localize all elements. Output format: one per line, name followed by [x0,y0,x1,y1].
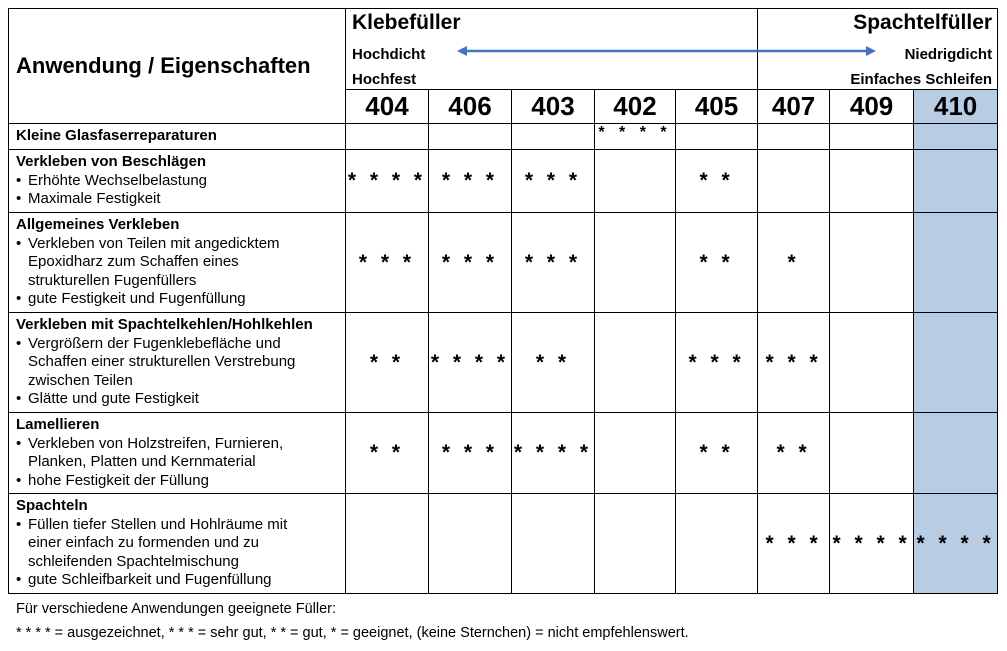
rating-403 [512,124,595,150]
adhesive-filler-strength: Hochfest [352,71,417,88]
rating-410 [914,413,998,494]
rating-407: * * * [758,313,830,413]
rating-409 [830,413,914,494]
rating-405 [676,494,758,594]
application-title: Allgemeines Verkleben [16,216,180,233]
rating-409 [830,124,914,150]
bullet-dot: • [16,390,22,407]
property-bullet [16,571,339,590]
bullet-line: strukturellen Fugenfüllers [28,271,197,289]
bullet-line: zwischen Teilen [28,371,133,389]
rating-405: * * [676,213,758,313]
bullet-line: Schaffen einer strukturellen Verstrebung [28,353,296,370]
rating-402 [595,313,676,413]
bullet-line: Füllen tiefer Stellen und Hohlräume mit [28,515,288,533]
application-row [9,413,998,494]
rating-406 [429,494,512,594]
rating-404: * * * [346,213,429,313]
bullet-line: Planken, Platten und Kernmaterial [28,453,256,470]
rating-406 [429,124,512,150]
property-bullet [16,190,339,209]
rating-407: * * * [758,494,830,594]
rating-405: * * [676,150,758,213]
bullet-line: Vergrößern der Fugenklebefläche und [28,334,281,352]
rating-403: * * * [512,213,595,313]
bullet-dot: • [16,190,22,207]
product-406: 406 [429,90,512,124]
product-402: 402 [595,90,676,124]
product-404: 404 [346,90,429,124]
application-cell [9,313,346,413]
property-bullet [16,516,339,572]
bullet-line: Maximale Festigkeit [28,190,161,207]
bullet-line: hohe Festigkeit der Füllung [28,471,209,489]
application-row [9,494,998,594]
product-403: 403 [512,90,595,124]
rating-404: * * [346,413,429,494]
rating-405 [676,124,758,150]
rating-403: * * * [512,150,595,213]
bullet-line: Verkleben von Teilen mit angedicktem [28,234,280,252]
rating-409: * * * * [830,494,914,594]
application-title: Verkleben von Beschlägen [16,153,207,170]
rating-407: * * [758,413,830,494]
application-cell [9,213,346,313]
adhesive-filler-title: Klebefüller [352,11,461,34]
bullet-line: schleifenden Spachtelmischung [28,552,239,570]
bullet-dot: • [16,290,22,307]
rating-409 [830,313,914,413]
rating-404 [346,494,429,594]
bullet-dot: • [16,515,22,533]
rating-407 [758,150,830,213]
bullet-line: Erhöhte Wechselbelastung [28,171,208,189]
bullet-line: Glätte und gute Festigkeit [28,390,199,407]
property-bullet [16,335,339,391]
application-title: Lamellieren [16,416,100,433]
rating-403: * * [512,313,595,413]
application-cell [9,413,346,494]
rating-405: * * * [676,313,758,413]
bullet-dot: • [16,334,22,352]
rating-410 [914,213,998,313]
rating-402: * * * * [595,124,676,150]
application-cell [9,124,346,150]
bullet-line: Epoxidharz zum Schaffen eines [28,253,239,270]
product-405: 405 [676,90,758,124]
property-bullet [16,290,339,309]
property-bullet [16,235,339,291]
rating-406: * * * [429,150,512,213]
product-407: 407 [758,90,830,124]
rating-404: * * * * [346,150,429,213]
rating-410: * * * * [914,494,998,594]
property-bullet [16,435,339,472]
fairing-filler-title: Spachtelfüller [853,11,993,34]
bullet-dot: • [16,571,22,588]
fairing-filler-density: Niedrigdicht [904,46,993,63]
rating-406: * * * [429,413,512,494]
footnote-legend: * * * * = ausgezeichnet, * * * = sehr gut, * * = gut, * = geeignet, (keine Sternchen) = nicht empfehlenswert. [16,625,689,641]
bullet-dot: • [16,234,22,252]
rating-410 [914,150,998,213]
applications-header: Anwendung / Eigenschaften [9,9,346,124]
rating-403: * * * * [512,413,595,494]
rating-410 [914,124,998,150]
application-row [9,124,998,150]
rating-409 [830,150,914,213]
application-row [9,213,998,313]
bullet-dot: • [16,171,22,189]
rating-402 [595,413,676,494]
rating-409 [830,213,914,313]
property-bullet [16,472,339,491]
adhesive-filler-density: Hochdicht [352,46,426,63]
density-range-arrow [0,0,1007,100]
rating-407: * [758,213,830,313]
property-bullet [16,390,339,409]
rating-403 [512,494,595,594]
bullet-dot: • [16,434,22,452]
bullet-line: Verkleben von Holzstreifen, Furnieren, [28,434,284,452]
application-cell [9,494,346,594]
rating-402 [595,213,676,313]
application-title: Kleine Glasfaserreparaturen [16,127,217,144]
rating-407 [758,124,830,150]
rating-402 [595,150,676,213]
bullet-line: gute Schleifbarkeit und Fugenfüllung [28,571,272,588]
application-cell [9,150,346,213]
rating-404 [346,124,429,150]
bullet-line: gute Festigkeit und Fugenfüllung [28,290,246,307]
application-title: Verkleben mit Spachtelkehlen/Hohlkehlen [16,316,313,333]
bullet-dot: • [16,471,22,489]
rating-406: * * * * [429,313,512,413]
fairing-filler-sanding: Einfaches Schleifen [850,71,993,88]
rating-404: * * [346,313,429,413]
rating-405: * * [676,413,758,494]
footnote-title: Für verschiedene Anwendungen geeignete Füller: [16,601,337,617]
rating-410 [914,313,998,413]
rating-402 [595,494,676,594]
rating-406: * * * [429,213,512,313]
property-bullet [16,172,339,191]
application-title: Spachteln [16,497,88,514]
bullet-line: einer einfach zu formenden und zu [28,534,259,551]
application-row [9,150,998,213]
product-409: 409 [830,90,914,124]
product-410: 410 [914,90,998,124]
application-row [9,313,998,413]
